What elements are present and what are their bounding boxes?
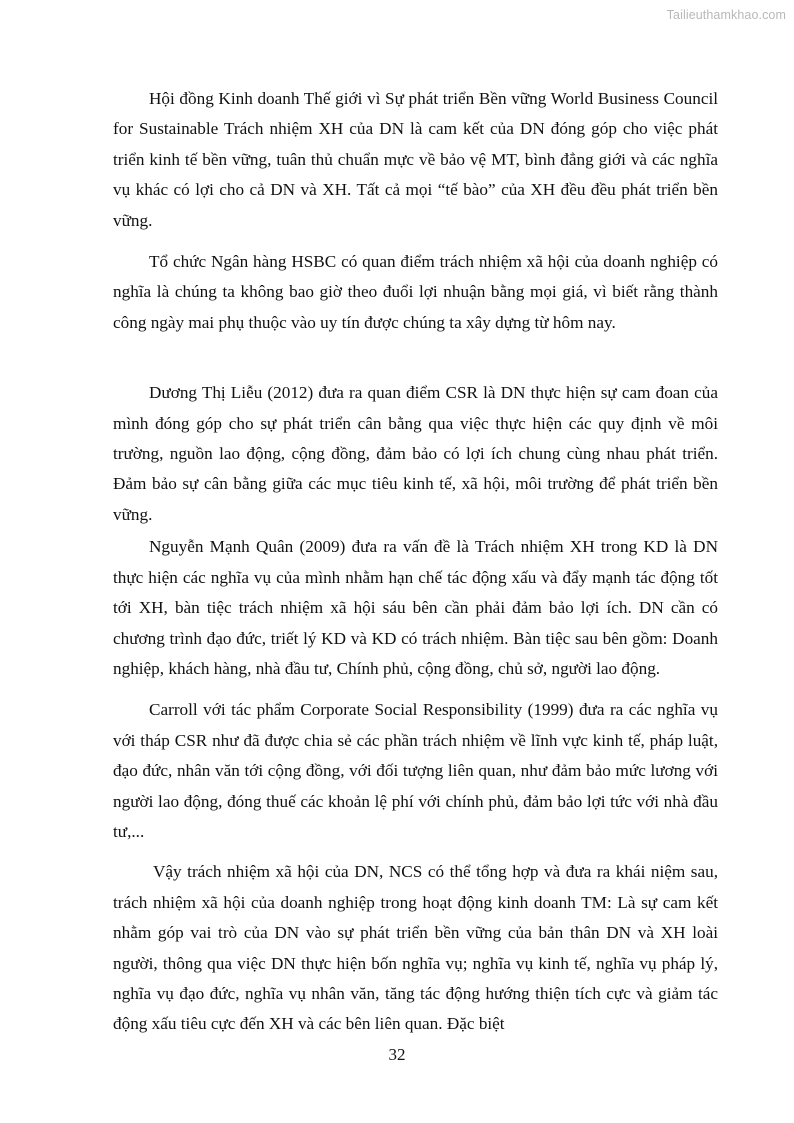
paragraph-wbcsd-definition: Hội đồng Kinh doanh Thế giới vì Sự phát triển Bền vững World Business Council for Sustainable Trách nhiệm XH của DN là cam kết của DN đóng góp cho việc phát triển kinh tế bền vững, tuân thủ chuẩn mực về bảo vệ MT, bình đẳng giới và các nghĩa vụ khác có lợi cho cả DN và XH. Tất cả mọi “tế bào” của XH đều đều phát triển bền vững. <box>113 89 718 230</box>
document-body <box>113 84 718 1040</box>
paragraph-hsbc-definition: Tổ chức Ngân hàng HSBC có quan điểm trách nhiệm xã hội của doanh nghiệp có nghĩa là chúng ta không bao giờ theo đuổi lợi nhuận bằng mọi giá, vì biết rằng thành công ngày mai phụ thuộc vào uy tín được chúng ta xây dựng từ hôm nay. <box>113 252 718 332</box>
paragraph-carroll: Carroll với tác phẩm Corporate Social Responsibility (1999) đưa ra các nghĩa vụ với tháp CSR như đã được chia sẻ các phần trách nhiệm về lĩnh vực kinh tế, pháp luật, đạo đức, nhân văn tới cộng đồng, với đối tượng liên quan, như đảm bảo mức lương với người lao động, đóng thuế các khoản lệ phí với chính phủ, đảm bảo lợi tức với nhà đầu tư,... <box>113 700 718 841</box>
paragraph-duong-thi-lieu: Dương Thị Liễu (2012) đưa ra quan điểm CSR là DN thực hiện sự cam đoan của mình đóng góp cho sự phát triển cân bằng qua việc thực hiện các quy định về môi trường, nguồn lao động, cộng đồng, đảm bảo có lợi ích chung cùng nhau phát triển. Đảm bảo sự cân bằng giữa các mục tiêu kinh tế, xã hội, môi trường để phát triển bền vững. <box>113 383 718 524</box>
paragraph-ncs-definition: Vậy trách nhiệm xã hội của DN, NCS có thể tổng hợp và đưa ra khái niệm sau, trách nhiệm xã hội của doanh nghiệp trong hoạt động kinh doanh TM: Là sự cam kết nhằm góp vai trò của DN vào sự phát triển bền vững của bản thân DN và XH loài người, thông qua việc DN thực hiện bốn nghĩa vụ; nghĩa vụ kinh tế, nghĩa vụ pháp lý, nghĩa vụ đạo đức, nghĩa vụ nhân văn, tăng tác động hướng thiện tích cực và giảm tác động xấu tiêu cực đến XH và các bên liên quan. Đặc biệt <box>113 862 718 1034</box>
page-number: 32 <box>388 1045 406 1064</box>
watermark-text: Tailieuthamkhao.com <box>666 8 786 22</box>
paragraph-nguyen-manh-quan: Nguyễn Mạnh Quân (2009) đưa ra vấn đề là Trách nhiệm XH trong KD là DN thực hiện các nghĩa vụ của mình nhằm hạn chế tác động xấu và đẩy mạnh tác động tốt tới XH, bàn tiệc trách nhiệm xã hội sáu bên cần phải đảm bảo lợi ích. DN cần có chương trình đạo đức, triết lý KD và KD có trách nhiệm. Bàn tiệc sau bên gồm: Doanh nghiệp, khách hàng, nhà đầu tư, Chính phủ, cộng đồng, chủ sở, người lao động. <box>113 537 718 678</box>
